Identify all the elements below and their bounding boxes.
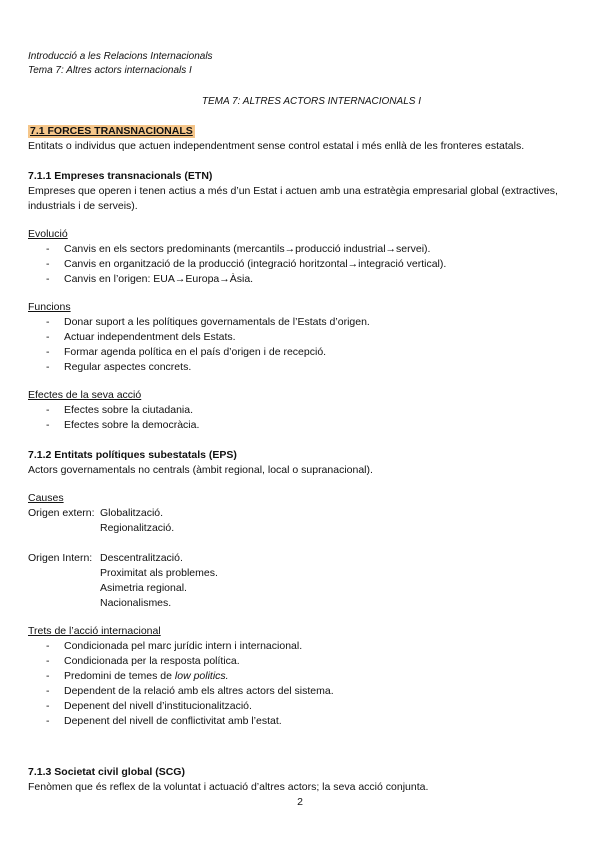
- evolucio-heading: Evolució: [28, 228, 68, 240]
- list-item: - Efectes sobre la ciutadania.: [46, 403, 576, 418]
- section-intro: Entitats o individus que actuen independentment sense control estatal i més enllà de les fronteres estatals.: [28, 140, 525, 152]
- origin-intern-label: Origen Intern:: [28, 552, 93, 564]
- evolucio-list: [28, 242, 576, 287]
- efectes-list: [28, 403, 576, 433]
- list-item: - Formar agenda política en el país d’origen i de recepció.: [46, 345, 576, 360]
- funcions-heading: Funcions: [28, 301, 71, 313]
- scg-description: Fenòmen que és reflex de la voluntat i actuació d’altres actors; la seva acció conjunta.: [28, 781, 429, 793]
- list-item: - Actuar independentment dels Estats.: [46, 330, 576, 345]
- running-header: [28, 50, 576, 77]
- trets-heading: Trets de l’acció internacional: [28, 625, 161, 637]
- document-title: TEMA 7: ALTRES ACTORS INTERNACIONALS I: [201, 96, 421, 107]
- page-number: 2: [297, 796, 303, 808]
- origin-extern-label: Origen extern:: [28, 507, 95, 519]
- list-item: - Donar suport a les polítiques governamentals de l’Estats d’origen.: [46, 315, 576, 330]
- list-item: - Canvis en organització de la producció (integració horitzontal→integració vertical).: [46, 257, 576, 272]
- header-course: Introducció a les Relacions Internacionals: [28, 51, 213, 62]
- list-item: - Canvis en els sectors predominants (mercantils→producció industrial→servei).: [46, 242, 576, 257]
- list-item: - Efectes sobre la democràcia.: [46, 418, 576, 433]
- list-item: - Canvis en l’origen: EUA→Europa→Àsia.: [46, 272, 576, 287]
- eps-title: 7.1.2 Entitats polítiques subestatals (EPS): [28, 449, 237, 461]
- list-item: - Depenent del nivell de conflictivitat amb l’estat.: [46, 714, 576, 729]
- document-page: [28, 50, 576, 795]
- list-item: - Condicionada pel marc jurídic intern i internacional.: [46, 639, 576, 654]
- scg-title: 7.1.3 Societat civil global (SCG): [28, 766, 185, 778]
- predomini-prefix: Predomini de temes de: [64, 670, 175, 682]
- etn-description: Empreses que operen i tenen actius a més d’un Estat i actuen amb una estratègia empresarial global (extractives, industrials i de serveis).: [28, 185, 558, 212]
- efectes-heading: Efectes de la seva acció: [28, 389, 142, 401]
- funcions-list: [28, 315, 576, 375]
- origin-intern: [28, 551, 576, 611]
- list-item: - Depenent del nivell d’institucionalització.: [46, 699, 576, 714]
- etn-title: 7.1.1 Empreses transnacionals (ETN): [28, 170, 213, 182]
- origin-item: Asimetria regional.: [100, 582, 187, 594]
- list-item: - Condicionada per la resposta política.: [46, 654, 576, 669]
- origin-item: Nacionalismes.: [100, 597, 172, 609]
- origin-item: Globalització.: [100, 507, 164, 519]
- eps-description: Actors governamentals no centrals (àmbit regional, local o supranacional).: [28, 464, 373, 476]
- list-item: - Regular aspectes concrets.: [46, 360, 576, 375]
- header-topic: Tema 7: Altres actors internacionals I: [28, 64, 192, 76]
- causes-heading: Causes: [28, 492, 64, 504]
- list-item: [46, 669, 576, 684]
- origin-item: Regionalització.: [100, 522, 175, 534]
- origin-item: Descentralització.: [100, 552, 183, 564]
- section-title: 7.1 FORCES TRANSNACIONALS: [30, 125, 193, 137]
- trets-list: [28, 639, 576, 729]
- list-item: - Dependent de la relació amb els altres actors del sistema.: [46, 684, 576, 699]
- predomini-emphasis: low politics.: [174, 670, 229, 682]
- origin-item: Proximitat als problemes.: [100, 567, 218, 579]
- origin-extern: [28, 506, 576, 536]
